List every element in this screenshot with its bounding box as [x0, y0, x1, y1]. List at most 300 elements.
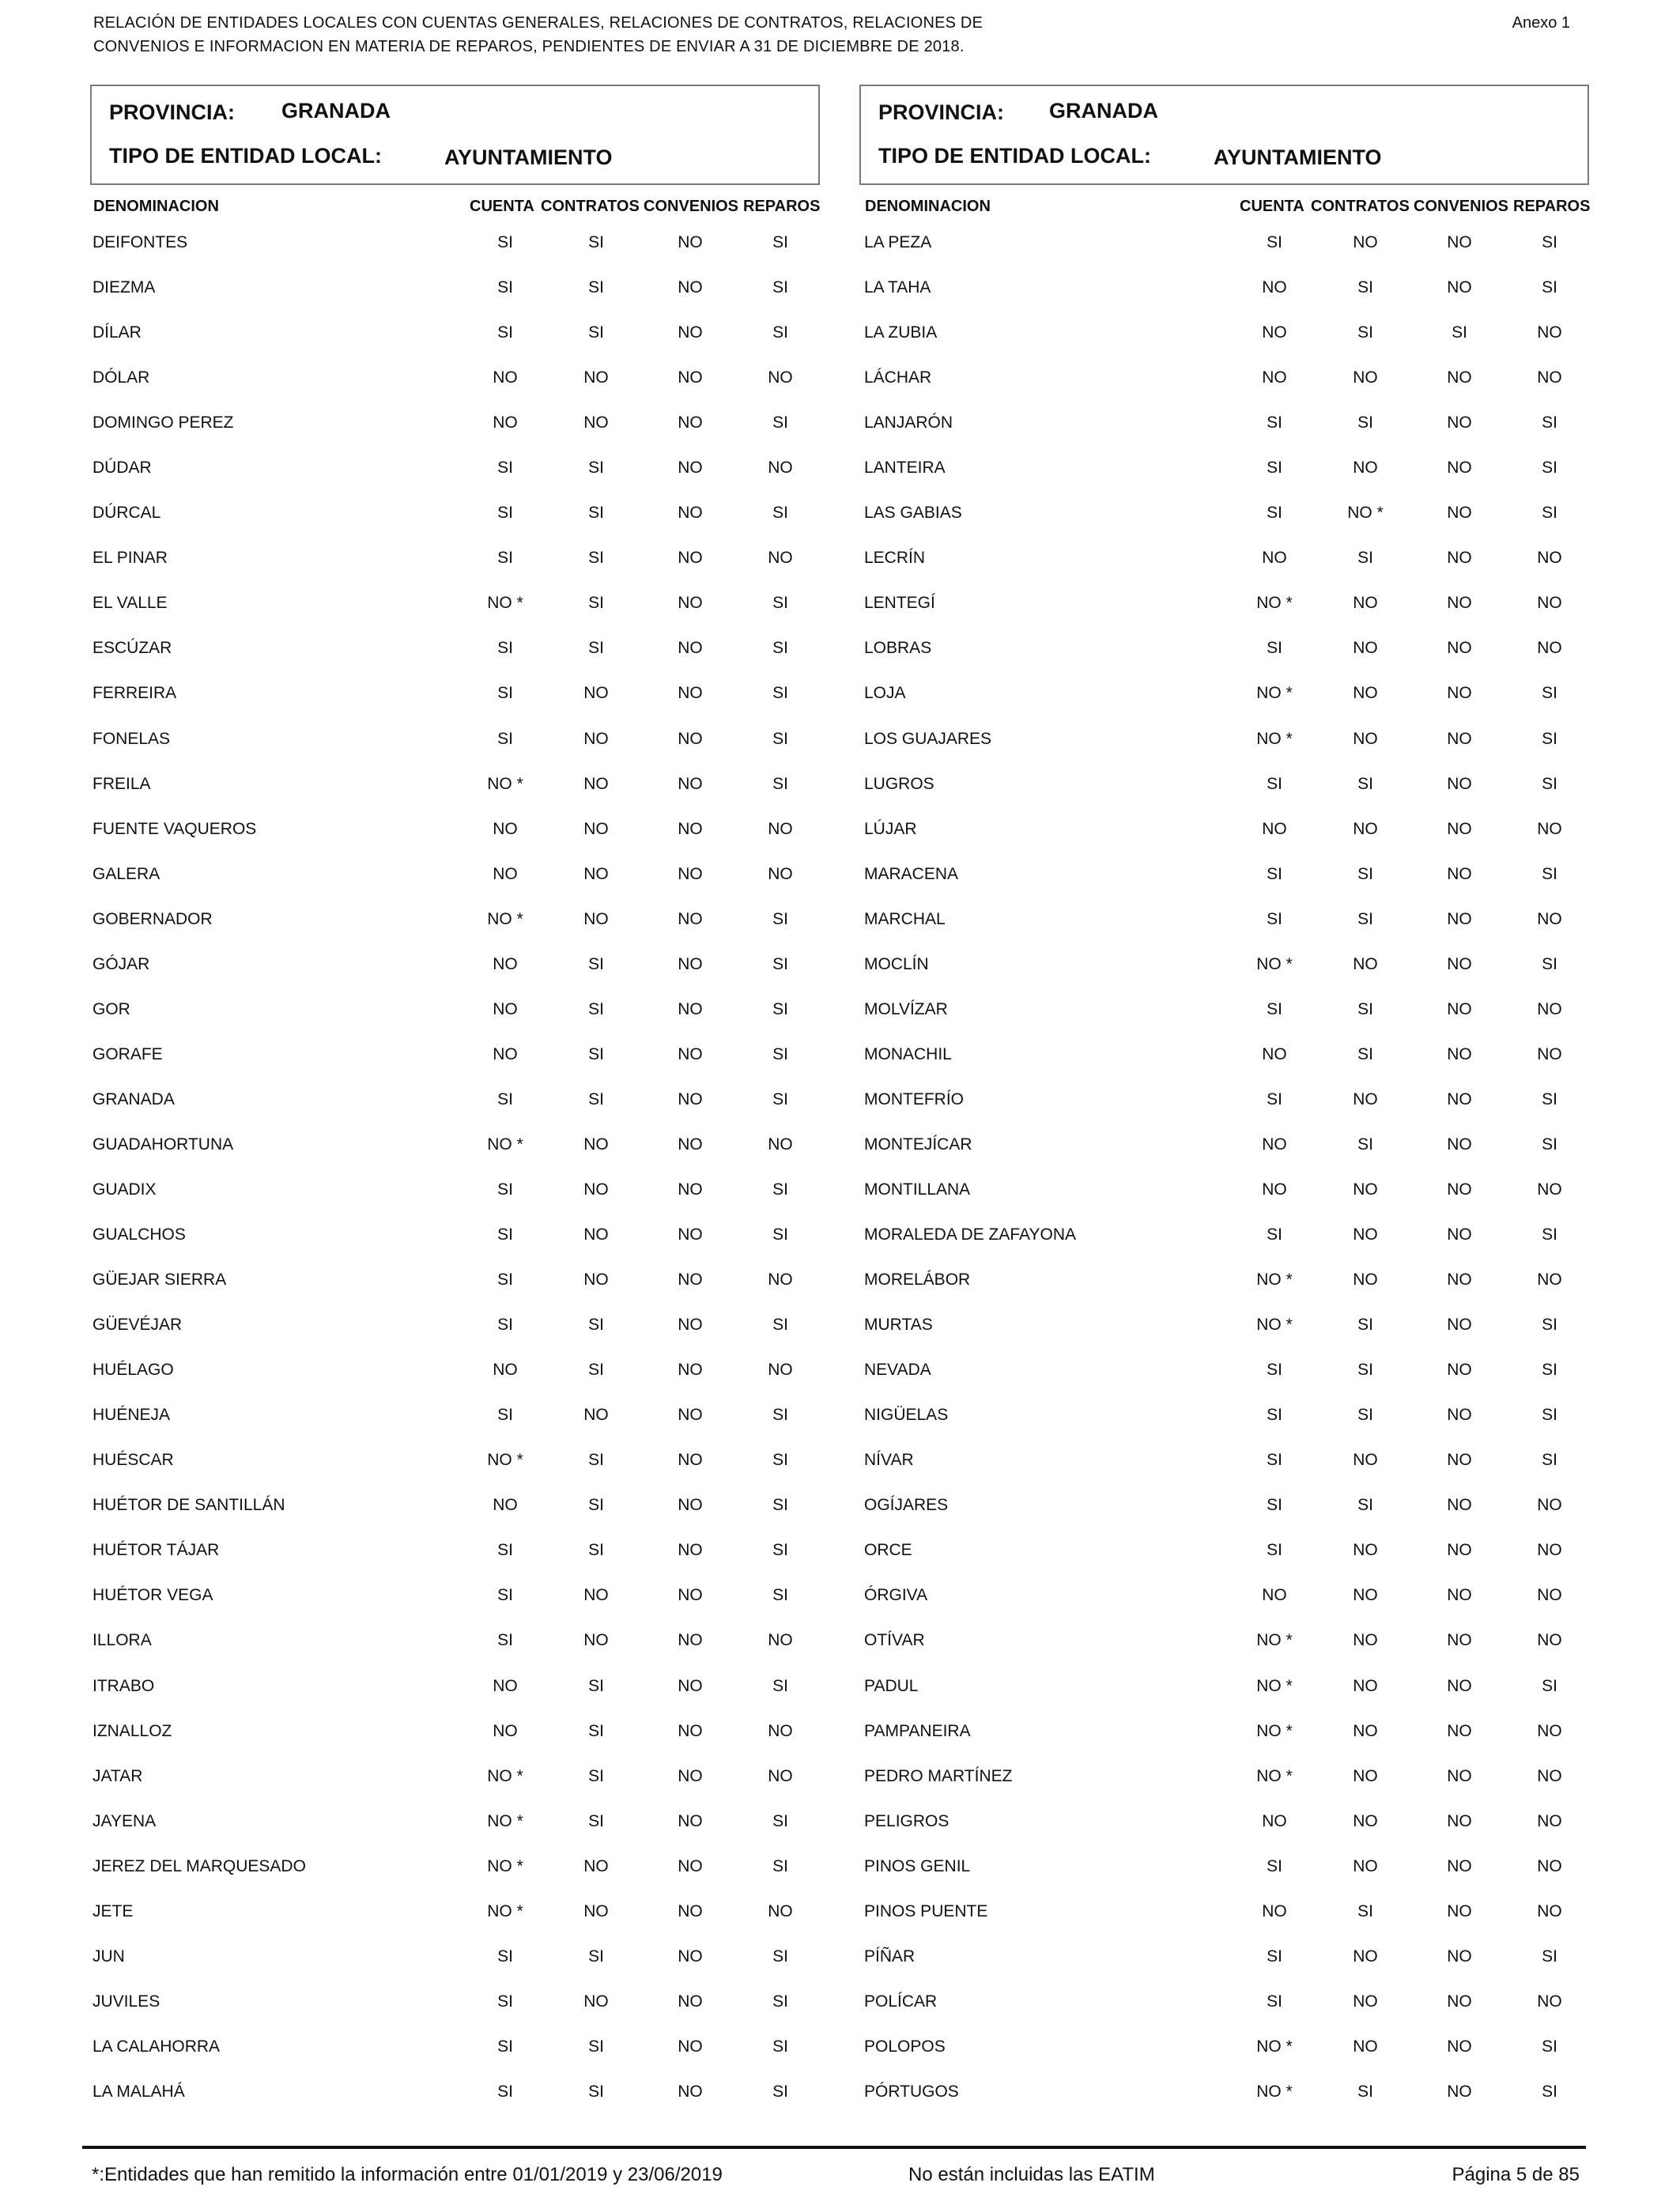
entity-name: DEIFONTES [92, 233, 188, 251]
entity-name: FERREIRA [92, 684, 177, 703]
entity-name: GÜEVÉJAR [92, 1316, 183, 1335]
header-reparos: REPAROS [743, 198, 821, 215]
table-row [90, 412, 820, 457]
convenios-cell: NO [1447, 1676, 1472, 1695]
cuenta-cell: NO * [487, 774, 523, 793]
annex-label: Anexo 1 [1512, 14, 1570, 32]
entity-name: JUVILES [92, 1992, 160, 2011]
convenios-cell: NO [678, 954, 703, 973]
convenios-cell: NO [678, 1451, 703, 1470]
table-row [859, 592, 1589, 637]
table-row [859, 908, 1589, 954]
entity-name: HUÉLAGO [92, 1361, 174, 1380]
convenios-cell: NO [1447, 1225, 1472, 1244]
cuenta-cell: NO [1262, 1586, 1287, 1605]
cuenta-cell: SI [1267, 774, 1282, 793]
convenios-cell: NO [678, 999, 703, 1018]
tipo-entidad-label: TIPO DE ENTIDAD LOCAL: [109, 144, 382, 168]
table-row [90, 1269, 820, 1314]
cuenta-cell: NO [1262, 368, 1287, 387]
reparos-cell: NO [1537, 549, 1562, 568]
contratos-cell: SI [588, 594, 604, 613]
entity-name: JEREZ DEL MARQUESADO [92, 1856, 306, 1875]
header-convenios: CONVENIOS [1414, 198, 1509, 215]
convenios-cell: NO [678, 2082, 703, 2101]
table-row [859, 1765, 1589, 1811]
entity-name: LÚJAR [864, 819, 917, 838]
provincia-label: PROVINCIA: [109, 100, 236, 124]
entity-name: MORALEDA DE ZAFAYONA [864, 1225, 1077, 1244]
cuenta-cell: NO [493, 1676, 518, 1695]
convenios-cell: NO [678, 233, 703, 251]
table-row [90, 547, 820, 592]
cuenta-cell: SI [1267, 1947, 1282, 1966]
cuenta-cell: SI [497, 1406, 513, 1425]
entity-name: DÍLAR [92, 323, 142, 342]
reparos-cell: SI [1542, 413, 1557, 432]
table-row [859, 818, 1589, 863]
cuenta-cell: NO * [487, 1135, 523, 1154]
reparos-cell: SI [772, 1676, 788, 1695]
cuenta-cell: NO * [487, 594, 523, 613]
convenios-cell: NO [678, 1856, 703, 1875]
cuenta-cell: SI [497, 504, 513, 523]
reparos-cell: NO [1537, 1992, 1562, 2011]
entity-name: MONTILLANA [864, 1180, 971, 1199]
provincia-value: GRANADA [281, 99, 391, 123]
convenios-cell: NO [1447, 278, 1472, 297]
contratos-cell: NO [1353, 954, 1378, 973]
cuenta-cell: NO [493, 413, 518, 432]
convenios-cell: NO [678, 1541, 703, 1560]
cuenta-cell: NO [493, 1044, 518, 1063]
cuenta-cell: SI [1267, 1089, 1282, 1108]
table-row [859, 367, 1589, 412]
cuenta-cell: SI [497, 323, 513, 342]
contratos-cell: SI [588, 1451, 604, 1470]
contratos-cell: SI [588, 323, 604, 342]
entity-name: LA TAHA [864, 278, 931, 297]
reparos-cell: NO [768, 1361, 793, 1380]
convenios-cell: NO [678, 1676, 703, 1695]
reparos-cell: SI [772, 639, 788, 658]
header-contratos: CONTRATOS [1311, 198, 1410, 215]
cuenta-cell: NO * [487, 1766, 523, 1785]
contratos-cell: SI [588, 278, 604, 297]
entity-name: GUADIX [92, 1180, 157, 1199]
cuenta-cell: NO [1262, 1180, 1287, 1199]
cuenta-cell: SI [1267, 233, 1282, 251]
reparos-cell: SI [772, 954, 788, 973]
entity-name: HUÉNEJA [92, 1406, 171, 1425]
table-row [90, 1179, 820, 1224]
contratos-cell: NO [583, 774, 609, 793]
entity-name: DÚRCAL [92, 504, 161, 523]
entity-name: ITRABO [92, 1676, 155, 1695]
table-row [859, 1224, 1589, 1269]
entity-name: FREILA [92, 774, 151, 793]
footer-note: *:Entidades que han remitido la información entre 01/01/2019 y 23/06/2019 [92, 2164, 723, 2185]
table-row [90, 818, 820, 863]
entity-name: GUADAHORTUNA [92, 1135, 234, 1154]
reparos-cell: NO [1537, 1766, 1562, 1785]
reparos-cell: SI [772, 909, 788, 928]
contratos-cell: SI [588, 2037, 604, 2056]
table-row [90, 592, 820, 637]
table-row [90, 2081, 820, 2126]
convenios-cell: NO [678, 639, 703, 658]
table-row [859, 1629, 1589, 1675]
entity-name: LECRÍN [864, 549, 926, 568]
convenios-cell: NO [1447, 1586, 1472, 1605]
convenios-cell: NO [1447, 1947, 1472, 1966]
contratos-cell: NO [1353, 459, 1378, 478]
entity-name: POLOPOS [864, 2037, 946, 2056]
page-number: Página 5 de 85 [1452, 2164, 1580, 2185]
reparos-cell: NO [768, 549, 793, 568]
convenios-cell: NO [678, 729, 703, 748]
contratos-cell: NO [1353, 1992, 1378, 2011]
contratos-cell: SI [588, 1541, 604, 1560]
convenios-cell: NO [1447, 1406, 1472, 1425]
contratos-cell: SI [1357, 2082, 1373, 2101]
table-row [859, 2081, 1589, 2126]
convenios-cell: SI [1452, 323, 1467, 342]
contratos-cell: NO [583, 1135, 609, 1154]
contratos-cell: NO [1353, 819, 1378, 838]
cuenta-cell: NO [1262, 1901, 1287, 1920]
contratos-cell: SI [588, 2082, 604, 2101]
reparos-cell: SI [1542, 504, 1557, 523]
contratos-cell: SI [588, 639, 604, 658]
cuenta-cell: NO * [1256, 954, 1293, 973]
cuenta-cell: NO [1262, 323, 1287, 342]
entity-name: GÜEJAR SIERRA [92, 1271, 227, 1290]
contratos-cell: NO [1353, 1766, 1378, 1785]
reparos-cell: SI [772, 233, 788, 251]
table-row [90, 1991, 820, 2036]
entity-name: MONACHIL [864, 1044, 952, 1063]
entity-name: GRANADA [92, 1089, 175, 1108]
table-row [859, 863, 1589, 908]
reparos-cell: NO [1537, 1180, 1562, 1199]
table-row [859, 1856, 1589, 1901]
contratos-cell: NO [583, 909, 609, 928]
cuenta-cell: NO * [487, 1811, 523, 1830]
cuenta-cell: NO [493, 1721, 518, 1740]
contratos-cell: SI [588, 954, 604, 973]
table-row [859, 1584, 1589, 1629]
reparos-cell: SI [1542, 1316, 1557, 1335]
table-row [859, 322, 1589, 367]
entity-name: HUÉTOR DE SANTILLÁN [92, 1496, 285, 1515]
cuenta-cell: SI [497, 1180, 513, 1199]
cuenta-cell: NO [1262, 278, 1287, 297]
tipo-entidad-value: AYUNTAMIENTO [444, 145, 613, 169]
table-row [859, 1991, 1589, 2036]
cuenta-cell: SI [497, 1631, 513, 1650]
convenios-cell: NO [1447, 864, 1472, 883]
contratos-cell: NO [583, 819, 609, 838]
entity-name: ESCÚZAR [92, 639, 172, 658]
reparos-cell: SI [772, 504, 788, 523]
entity-name: LUGROS [864, 774, 934, 793]
reparos-cell: NO [1537, 1271, 1562, 1290]
convenios-cell: NO [1447, 954, 1472, 973]
reparos-cell: NO [1537, 1586, 1562, 1605]
cuenta-cell: NO [493, 819, 518, 838]
convenios-cell: NO [678, 864, 703, 883]
convenios-cell: NO [1447, 1135, 1472, 1154]
reparos-cell: SI [1542, 1451, 1557, 1470]
cuenta-cell: NO * [1256, 1631, 1293, 1650]
table-row [859, 728, 1589, 773]
entity-name: ORCE [864, 1541, 912, 1560]
convenios-cell: NO [678, 504, 703, 523]
convenios-cell: NO [1447, 1044, 1472, 1063]
table-row [90, 277, 820, 322]
reparos-cell: NO [1537, 819, 1562, 838]
reparos-cell: SI [1542, 1225, 1557, 1244]
table-row [859, 1720, 1589, 1765]
entity-name: PAMPANEIRA [864, 1721, 971, 1740]
header-reparos: REPAROS [1513, 198, 1591, 215]
reparos-cell: NO [768, 1631, 793, 1650]
reparos-cell: SI [772, 1992, 788, 2011]
entity-name: LAS GABIAS [864, 504, 962, 523]
table-row [90, 1584, 820, 1629]
cuenta-cell: SI [497, 1225, 513, 1244]
table-row [90, 1720, 820, 1765]
entity-name: LA MALAHÁ [92, 2082, 185, 2101]
cuenta-cell: NO [493, 954, 518, 973]
reparos-cell: SI [1542, 1361, 1557, 1380]
convenios-cell: NO [1447, 459, 1472, 478]
convenios-cell: NO [678, 2037, 703, 2056]
convenios-cell: NO [678, 1586, 703, 1605]
convenios-cell: NO [678, 278, 703, 297]
table-row [90, 637, 820, 682]
cuenta-cell: SI [1267, 1361, 1282, 1380]
contratos-cell: NO [1353, 639, 1378, 658]
entity-box-right [859, 85, 1589, 185]
entity-name: GALERA [92, 864, 160, 883]
contratos-cell: SI [1357, 278, 1373, 297]
contratos-cell: NO [1353, 1586, 1378, 1605]
footer-eatim-note: No están incluidas las EATIM [908, 2164, 1155, 2185]
convenios-cell: NO [678, 1631, 703, 1650]
contratos-cell: NO [583, 1856, 609, 1875]
reparos-cell: SI [772, 2082, 788, 2101]
entity-name: LÁCHAR [864, 368, 932, 387]
reparos-cell: SI [772, 1947, 788, 1966]
entity-name: PÍÑAR [864, 1947, 916, 1966]
table-row [859, 1946, 1589, 1991]
convenios-cell: NO [678, 413, 703, 432]
cuenta-cell: NO [1262, 1044, 1287, 1063]
cuenta-cell: SI [497, 1947, 513, 1966]
table-row [90, 1359, 820, 1404]
table-row [90, 1314, 820, 1359]
header-convenios: CONVENIOS [644, 198, 739, 215]
contratos-cell: SI [588, 1316, 604, 1335]
contratos-cell: NO [1353, 684, 1378, 703]
table-row [90, 1404, 820, 1449]
contratos-cell: NO [1353, 1631, 1378, 1650]
tipo-entidad-value: AYUNTAMIENTO [1214, 145, 1382, 169]
table-row [859, 2036, 1589, 2081]
cuenta-cell: NO [1262, 819, 1287, 838]
convenios-cell: NO [1447, 1992, 1472, 2011]
table-row [859, 954, 1589, 999]
convenios-cell: NO [678, 368, 703, 387]
contratos-cell: SI [588, 1811, 604, 1830]
convenios-cell: NO [1447, 1271, 1472, 1290]
cuenta-cell: SI [497, 1089, 513, 1108]
cuenta-cell: SI [497, 684, 513, 703]
convenios-cell: NO [1447, 1541, 1472, 1560]
contratos-cell: NO [583, 1631, 609, 1650]
convenios-cell: NO [1447, 1811, 1472, 1830]
contratos-cell: NO [1353, 1089, 1378, 1108]
convenios-cell: NO [1447, 774, 1472, 793]
entity-name: LOS GUAJARES [864, 729, 992, 748]
cuenta-cell: SI [1267, 1856, 1282, 1875]
table-row [90, 502, 820, 547]
entity-name: GUALCHOS [92, 1225, 186, 1244]
reparos-cell: SI [772, 1496, 788, 1515]
cuenta-cell: NO * [487, 1856, 523, 1875]
cuenta-cell: SI [497, 549, 513, 568]
convenios-cell: NO [678, 1089, 703, 1108]
reparos-cell: SI [772, 1811, 788, 1830]
table-row [859, 773, 1589, 818]
reparos-cell: SI [1542, 459, 1557, 478]
entity-name: MOLVÍZAR [864, 999, 948, 1018]
cuenta-cell: NO * [1256, 1676, 1293, 1695]
reparos-cell: SI [772, 1225, 788, 1244]
cuenta-cell: NO * [487, 1901, 523, 1920]
table-row [859, 1449, 1589, 1494]
title-line-1: RELACIÓN DE ENTIDADES LOCALES CON CUENTAS GENERALES, RELACIONES DE CONTRATOS, RELACIONES DE [93, 14, 983, 32]
convenios-cell: NO [1447, 1089, 1472, 1108]
entity-name: JETE [92, 1901, 134, 1920]
table-row [90, 322, 820, 367]
table-row [90, 954, 820, 999]
entity-name: LOJA [864, 684, 906, 703]
convenios-cell: NO [1447, 1451, 1472, 1470]
reparos-cell: SI [772, 1180, 788, 1199]
table-row [90, 1044, 820, 1089]
entity-name: DOMINGO PEREZ [92, 413, 234, 432]
contratos-cell: NO [1353, 1676, 1378, 1695]
document-title [93, 11, 1279, 59]
reparos-cell: NO [1537, 639, 1562, 658]
reparos-cell: SI [1542, 729, 1557, 748]
header-denominacion: DENOMINACION [865, 198, 991, 215]
entity-name: MOCLÍN [864, 954, 929, 973]
table-row [90, 457, 820, 502]
entity-name: JAYENA [92, 1811, 157, 1830]
table-row [859, 1675, 1589, 1720]
table-row [90, 773, 820, 818]
entity-name: HUÉTOR VEGA [92, 1586, 213, 1605]
contratos-cell: SI [1357, 774, 1373, 793]
table-row [90, 728, 820, 773]
reparos-cell: SI [772, 1856, 788, 1875]
entity-name: DÓLAR [92, 368, 150, 387]
contratos-cell: SI [588, 459, 604, 478]
reparos-cell: SI [772, 774, 788, 793]
cuenta-cell: SI [1267, 864, 1282, 883]
cuenta-cell: SI [1267, 909, 1282, 928]
cuenta-cell: NO [493, 368, 518, 387]
header-cuenta: CUENTA [1240, 198, 1304, 215]
entity-name: NIGÜELAS [864, 1406, 949, 1425]
reparos-cell: SI [772, 1316, 788, 1335]
convenios-cell: NO [1447, 2037, 1472, 2056]
cuenta-cell: NO * [1256, 1271, 1293, 1290]
table-row [90, 2036, 820, 2081]
table-row [90, 1946, 820, 1991]
entity-name: GOR [92, 999, 130, 1018]
table-row [859, 547, 1589, 592]
reparos-cell: NO [1537, 1044, 1562, 1063]
contratos-cell: SI [588, 1766, 604, 1785]
entity-name: ÓRGIVA [864, 1586, 928, 1605]
cuenta-cell: SI [1267, 1541, 1282, 1560]
reparos-cell: SI [772, 413, 788, 432]
cuenta-cell: SI [497, 2037, 513, 2056]
convenios-cell: NO [678, 684, 703, 703]
reparos-cell: NO [768, 1271, 793, 1290]
contratos-cell: NO [583, 1992, 609, 2011]
table-row [859, 1811, 1589, 1856]
reparos-cell: SI [1542, 954, 1557, 973]
contratos-cell: NO [583, 729, 609, 748]
cuenta-cell: NO * [487, 909, 523, 928]
contratos-cell: SI [588, 999, 604, 1018]
reparos-cell: SI [772, 2037, 788, 2056]
entity-name: MARCHAL [864, 909, 946, 928]
entity-name: HUÉTOR TÁJAR [92, 1541, 220, 1560]
entity-name: LA PEZA [864, 233, 932, 251]
entity-name: FUENTE VAQUEROS [92, 819, 257, 838]
contratos-cell: NO [583, 1901, 609, 1920]
reparos-cell: SI [1542, 2082, 1557, 2101]
contratos-cell: NO [583, 1271, 609, 1290]
convenios-cell: NO [1447, 413, 1472, 432]
contratos-cell: NO [1353, 1225, 1378, 1244]
cuenta-cell: SI [497, 1586, 513, 1605]
contratos-cell: NO [583, 1225, 609, 1244]
reparos-cell: SI [1542, 774, 1557, 793]
table-row [90, 1811, 820, 1856]
contratos-cell: SI [1357, 1361, 1373, 1380]
contratos-cell: SI [1357, 1135, 1373, 1154]
reparos-cell: SI [772, 1044, 788, 1063]
convenios-cell: NO [1447, 1901, 1472, 1920]
reparos-cell: NO [1537, 1541, 1562, 1560]
reparos-cell: NO [768, 1721, 793, 1740]
entity-name: IZNALLOZ [92, 1721, 172, 1740]
provincia-value: GRANADA [1049, 99, 1158, 123]
convenios-cell: NO [678, 1406, 703, 1425]
convenios-cell: NO [1447, 368, 1472, 387]
cuenta-cell: SI [1267, 413, 1282, 432]
cuenta-cell: SI [1267, 1451, 1282, 1470]
reparos-cell: NO [1537, 1856, 1562, 1875]
